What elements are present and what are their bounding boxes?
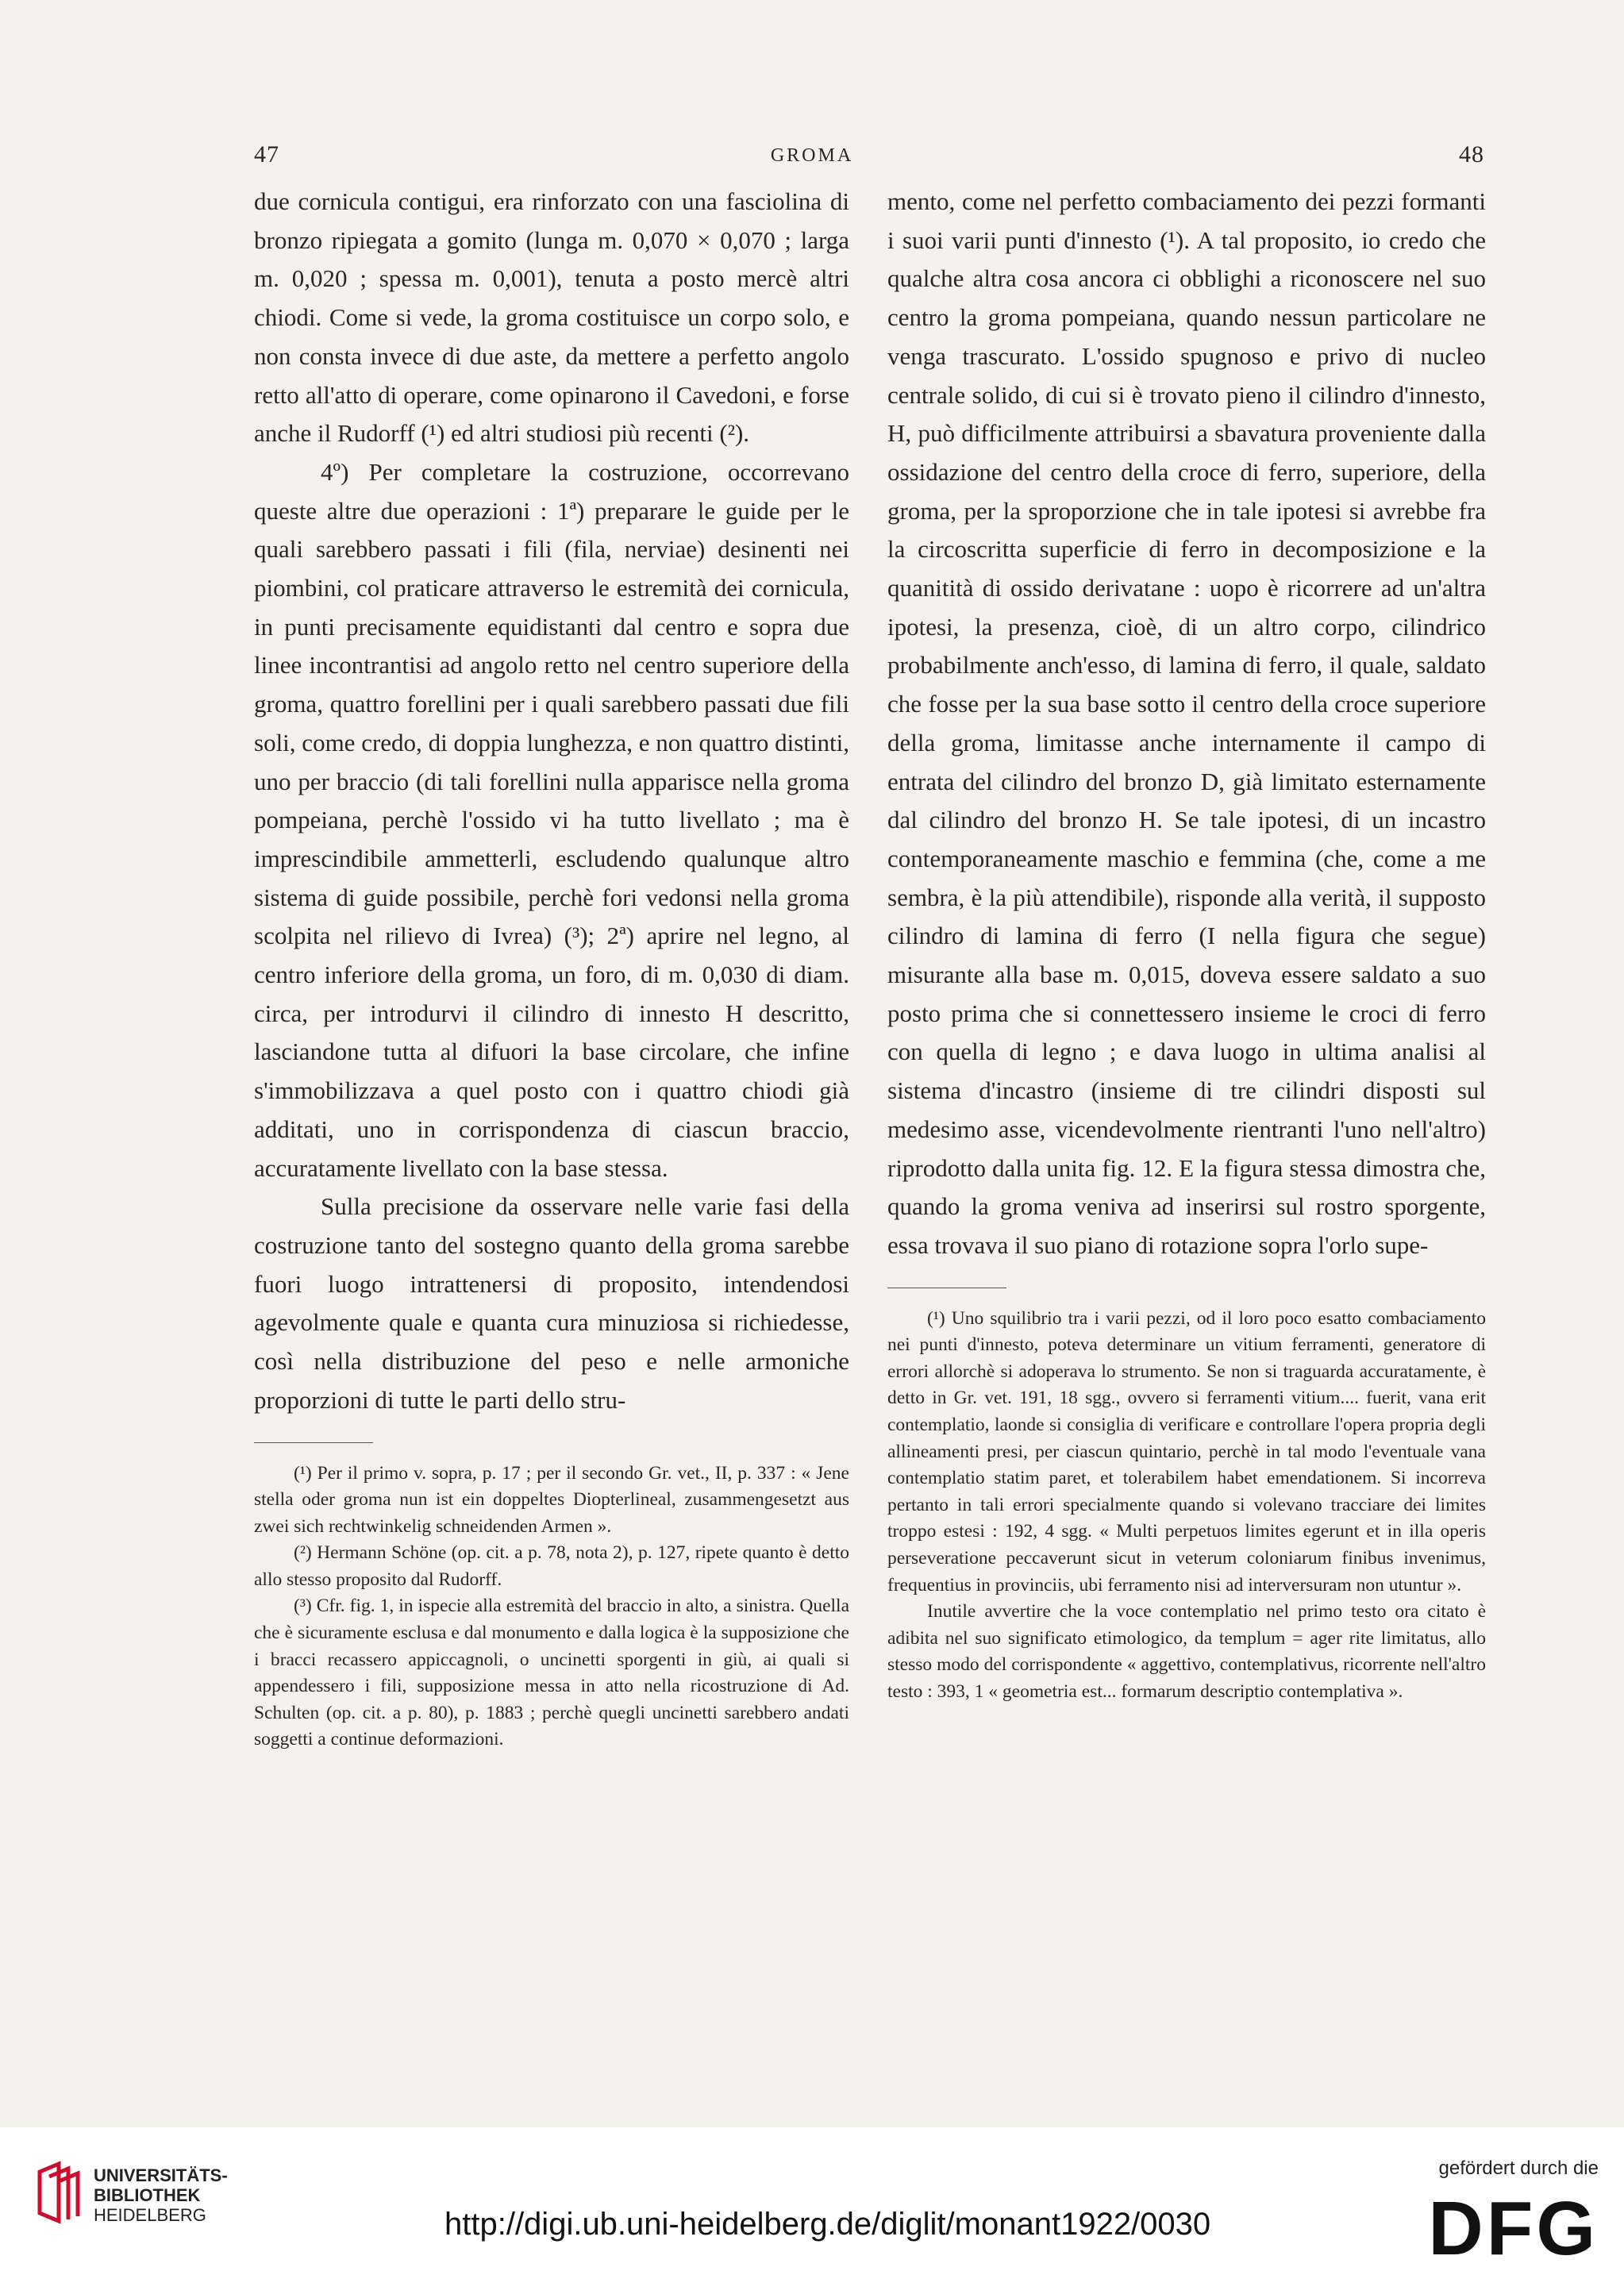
footnote: (²) Hermann Schöne (op. cit. a p. 78, nota 2), p. 127, ripete quanto è detto allo stesso proposito dal Rudorff. (254, 1542, 849, 1590)
footnote: (¹) Per il primo v. sopra, p. 17 ; per il secondo Gr. vet., II, p. 337 : « Jene stella oder groma nun ist ein doppeltes Diopterlineal, zusammengesetzt aus zwei sich rechtwinkelig schneidenden Armen ». (254, 1462, 849, 1537)
university-library-logo-icon (35, 2161, 86, 2224)
paragraph: 4º) Per completare la costruzione, occorrevano queste altre due operazioni : 1ª) preparare le guide per le quali sarebbero passati i fili (fila, nerviae) desinenti nei piombini, col praticare attraverso le estremità dei cornicula, in punti precisamente equidistanti dal centro e sopra due linee incontrantisi ad angolo retto nel centro superiore della groma, quattro forellini per i quali sarebbero passati due fili soli, come credo, di doppia lunghezza, e non quattro distinti, uno per braccio (di tali forellini nulla apparisce nella groma pompeiana, perchè l'ossido vi ha tutto livellato ; ma è imprescindibile ammetterli, escludendo qualunque altro sistema di guide possibile, perchè fori vedonsi nella groma scolpita nel rilievo di Ivrea) (³); 2ª) aprire nel legno, al centro inferiore della groma, un foro, di m. 0,030 di diam. circa, per introdurvi il cilindro di innesto H descritto, lasciandone tutta al difuori la base circolare, che infine s'immobilizzava a quel posto con i quattro chiodi già additati, uno in corrispondenza di ciascun braccio, accuratamente livellato con la base stessa. (254, 457, 849, 1182)
left-column (254, 183, 849, 1753)
right-body-text (887, 183, 1486, 1265)
paragraph: mento, come nel perfetto combaciamento dei pezzi formanti i suoi varii punti d'innesto (¹). A tal proposito, io credo che qualche altra cosa ancora ci obblighi a riconoscere nel suo centro la groma pompeiana, quando nessun particolare ne venga trascurato. L'ossido spugnoso e privo di nucleo centrale solido, di cui si è trovato pieno il cilindro d'innesto, H, può difficilmente attribuirsi a sbavatura proveniente dalla ossidazione del centro della croce di ferro, superiore, della groma, per la sproporzione che in tale ipotesi si avrebbe fra la circoscritta superficie di ferro in decomposizione e la quanitità di ossido derivatane : uopo è ricorrere ad un'altra ipotesi, la presenza, cioè, di un altro corpo, cilindrico probabilmente anch'esso, di lamina di ferro, il quale, saldato che fosse per la sua base sotto il centro della croce superiore della groma, limitasse anche internamente il campo di entrata del cilindro del bronzo D, già limitato esternamente dal cilindro del bronzo H. Se tale ipotesi, di un incastro contemporaneamente maschio e femmina (che, come a me sembra, è la più attendibile), risponde alla verità, il supposto cilindro di lamina di ferro (I nella figura che segue) misurante alla base m. 0,015, doveva essere saldato a suo posto prima che si connettessero insieme le croci di ferro con quella di legno ; e dava luogo in ultima analisi al sistema d'incastro (insieme di tre cilindri disposti sul medesimo asse, vicendevolmente rientranti l'uno nell'altro) riprodotto dalla unita fig. 12. E la figura stessa dimostra che, quando la groma veniva ad inserirsi sul rostro sporgente, essa trovava il suo piano di rotazione sopra l'orlo supe- (887, 187, 1486, 1259)
left-page-number: 47 (254, 141, 279, 167)
running-title: GROMA (770, 145, 854, 166)
footer-bar (0, 2127, 1624, 2275)
permalink-url[interactable]: http://digi.ub.uni-heidelberg.de/diglit/monant1922/0030 (444, 2207, 1211, 2242)
footnote: (³) Cfr. fig. 1, in ispecie alla estremità del braccio in alto, a sinistra. Quella che è sicuramente esclusa e dal monumento e dalla logica è la supposizione che i bracci recassero appiccagnoli, o uncinetti sporgenti in giù, ai quali si appendessero i fili, supposizione messa in atto nella ricostruzione di Ad. Schulten (op. cit. a p. 80), p. 1883 ; perchè quegli uncinetti sarebbero andati soggetti a continue deformazioni. (254, 1596, 849, 1750)
footnote-divider (254, 1442, 373, 1443)
paragraph: Sulla precisione da osservare nelle varie fasi della costruzione tanto del sostegno quanto della groma sarebbe fuori luogo intrattenersi di proposito, intendendosi agevolmente quale e quanta cura minuziosa si richiedesse, così nella distribuzione del peso e nelle armoniche proporzioni di tutte le parti dello stru- (254, 1192, 849, 1414)
dfg-logo: DFG (1428, 2186, 1599, 2271)
right-footnotes (887, 1306, 1486, 1706)
paragraph: due cornicula contigui, era rinforzato con una fasciolina di bronzo ripiegata a gomito (lunga m. 0,070 × 0,070 ; larga m. 0,020 ; spessa m. 0,001), tenuta a posto mercè altri chiodi. Come si vede, la groma costituisce un corpo solo, e non consta invece di due aste, da mettere a perfetto angolo retto all'atto di operare, come opinarono il Cavedoni, e forse anche il Rudorff (¹) ed altri studiosi più recenti (²). (254, 187, 849, 448)
funding-text: gefördert durch die (1438, 2158, 1599, 2179)
right-column (887, 183, 1486, 1706)
right-page-number: 48 (1459, 141, 1484, 167)
left-body-text (254, 183, 849, 1420)
library-name: UNIVERSITÄTS- BIBLIOTHEK HEIDELBERG (94, 2165, 228, 2225)
footnote: (¹) Uno squilibrio tra i varii pezzi, od il loro poco esatto combaciamento nei punti d'innesto, poteva determinare un vitium ferramenti, generatore di errori allorchè si adoperava lo strumento. Se non si traguarda accuratamente, è detto in Gr. vet. 191, 18 sgg., ovvero si ferramenti vitium.... fuerit, vana erit contemplatio, laonde si consiglia di verificare e controllare l'opera propria degli allineamenti presi, per ciascun quintario, perchè in tal modo l'eventuale vana contemplatio statim paret, et tolerabilem habet emendationem. Si incorreva pertanto in tali errori specialmente quando si volevano tracciare dei limites troppo estesi : 192, 4 sgg. « Multi perpetuos limites egerunt et in illa operis perseveratione peccaverunt sicut in veterum coloniarum finibus invenimus, frequentius in provinciis, ubi ferramento nisi ad interversuram non utuntur ». (887, 1307, 1486, 1596)
footnote: Inutile avvertire che la voce contemplatio nel primo testo ora citato è adibita nel suo significato etimologico, da templum = ager rite limitatus, allo stesso modo del corrispondente « aggettivo, contemplativus, ricorrente nell'altro testo : 393, 1 « geometria est... formarum descriptio contemplativa ». (887, 1601, 1486, 1702)
left-footnotes (254, 1461, 849, 1754)
